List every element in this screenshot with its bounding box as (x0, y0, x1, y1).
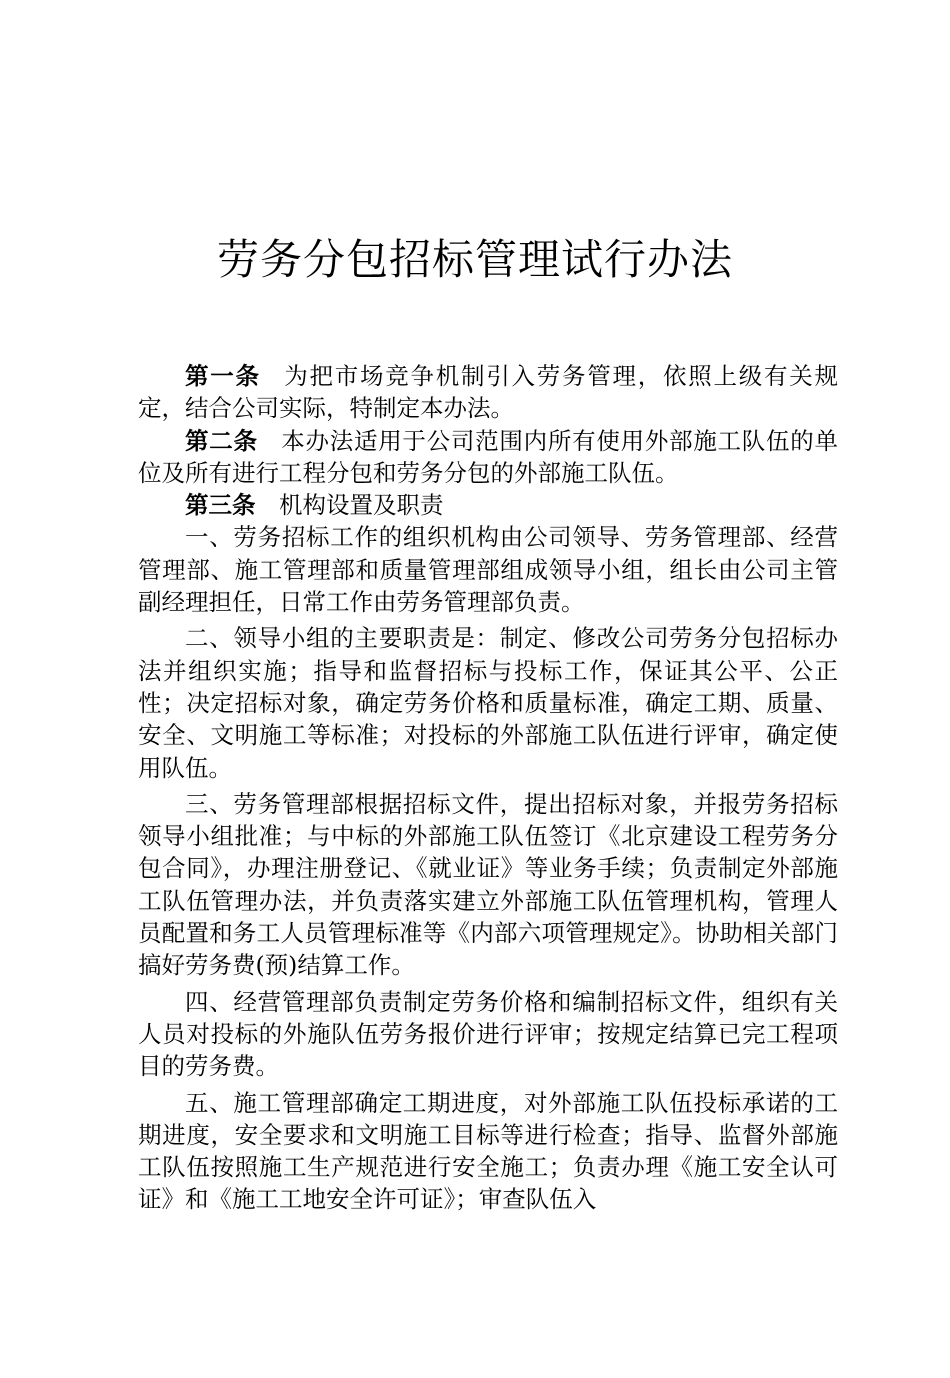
article-text: 本办法适用于公司范围内所有使用外部施工队伍的单位及所有进行工程分包和劳务分包的外部施工队伍。 (138, 426, 839, 487)
article-text: 机构设置及职责 (279, 491, 444, 520)
article-number: 第三条 (185, 491, 256, 520)
clause-3: 三、劳务管理部根据招标文件，提出招标对象，并报劳务招标领导小组批准；与中标的外部施工队伍签订《北京建设工程劳务分包合同》，办理注册登记、《就业证》等业务手续；负责制定外部施工队伍管理办法，并负责落实建立外部施工队伍管理机构，管理人员配置和务工人员管理标准等《内部六项管理规定》。协助相关部门搞好劳务费(预)结算工作。 (138, 789, 838, 980)
article-3 (138, 489, 838, 521)
clause-2: 二、领导小组的主要职责是：制定、修改公司劳务分包招标办法并组织实施；指导和监督招标与投标工作，保证其公平、公正性；决定招标对象，确定劳务价格和质量标准，确定工期、质量、安全、文明施工等标准；对投标的外部施工队伍进行评审，确定使用队伍。 (138, 624, 838, 782)
clause-4: 四、经营管理部负责制定劳务价格和编制招标文件，组织有关人员对投标的外施队伍劳务报价进行评审；按规定结算已完工程项目的劳务费。 (138, 987, 838, 1081)
clause-5: 五、施工管理部确定工期进度，对外部施工队伍投标承诺的工期进度，安全要求和文明施工目标等进行检查；指导、监督外部施工队伍按照施工生产规范进行安全施工；负责办理《施工安全认可证》和《施工工地安全许可证》；审查队伍入 (138, 1088, 838, 1214)
article-number: 第一条 (185, 362, 261, 390)
article-number: 第二条 (185, 426, 258, 455)
article-1 (138, 360, 838, 425)
article-text: 为把市场竞争机制引入劳务管理，依照上级有关规定，结合公司实际，特制定本办法。 (138, 362, 838, 423)
document-body (138, 360, 838, 1216)
article-2 (138, 425, 838, 490)
clause-1: 一、劳务招标工作的组织机构由公司领导、劳务管理部、经营管理部、施工管理部和质量管理部组成领导小组，组长由公司主管副经理担任，日常工作由劳务管理部负责。 (138, 523, 838, 617)
document-title: 劳务分包招标管理试行办法 (216, 235, 733, 284)
